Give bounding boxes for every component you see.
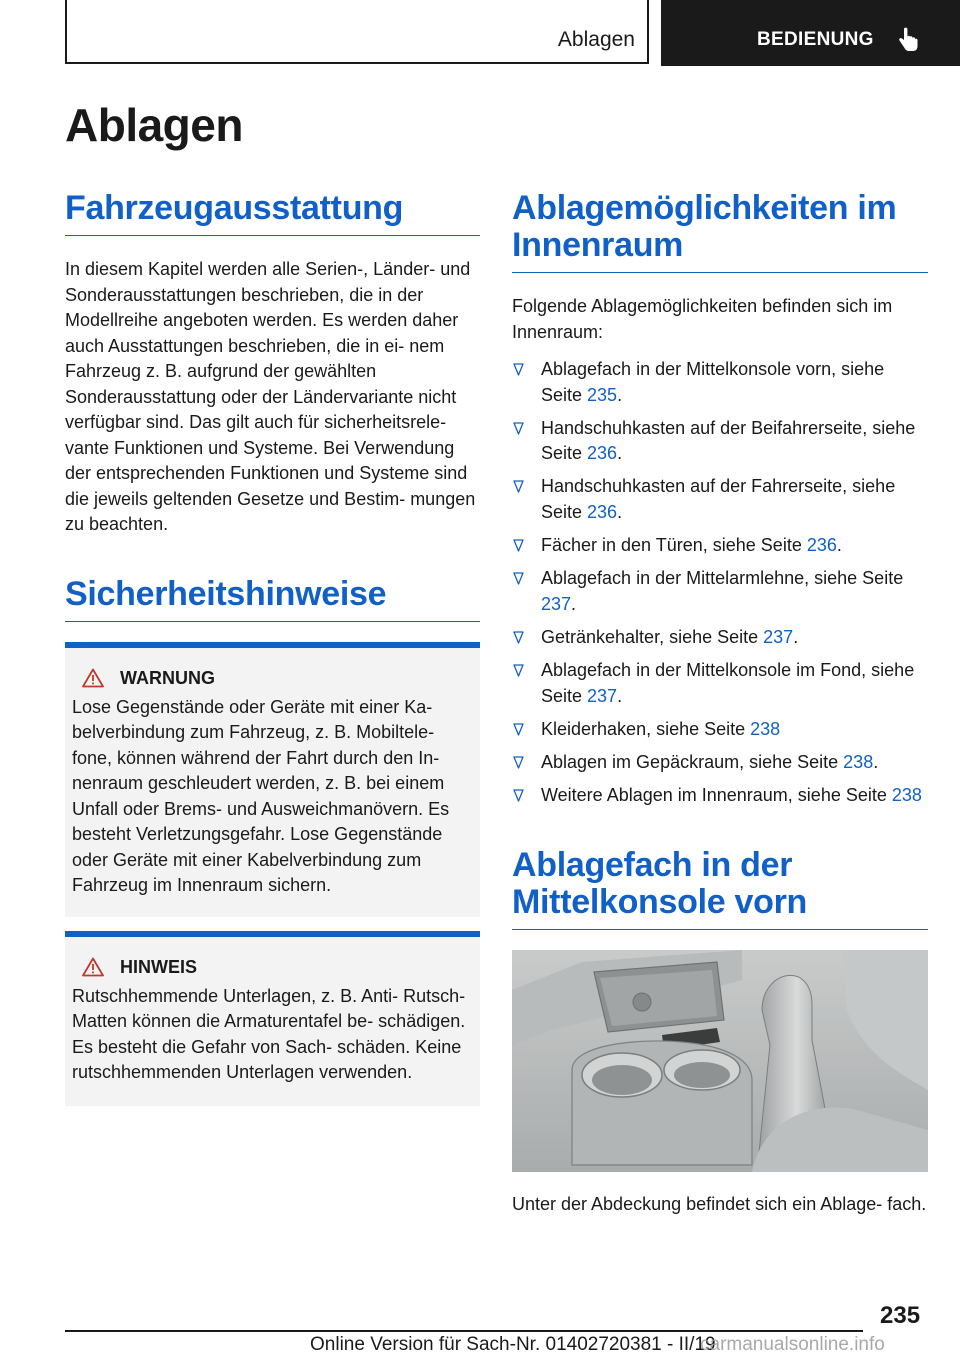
list-item-text: Handschuhkasten auf der Fahrerseite, siehe Seite <box>541 476 896 522</box>
header-section-box <box>65 0 649 64</box>
list-item-suffix: . <box>617 384 623 405</box>
list-item-text: Ablagen im Gepäckraum, siehe Seite <box>541 752 844 772</box>
intro-paragraph: In diesem Kapitel werden alle Serien-, Länder- und Sonderausstattungen beschrieben, die in der Modellreihe angeboten werden. Es werden daher auch Ausstattungen beschrieben, die in ei- nem Fahrzeug z. B. aufgrund der gewählten Sonderausstattung oder der Ländervariante nicht verfügbar sind. Das gilt auch für sicherheitsrele- vante Funktionen und Systeme. Bei Verwendung der entsprechenden Funktionen und Systeme sind die jeweils geltenden Gesetze und Bestim- mungen zu beachten. <box>65 259 476 534</box>
list-item <box>512 474 928 525</box>
header-section-label: Ablagen <box>557 28 635 51</box>
right-column <box>512 190 928 1217</box>
notice-header <box>72 957 472 978</box>
page-link[interactable]: 237 <box>763 626 794 647</box>
bullet-triangle-icon <box>513 723 524 736</box>
page-link[interactable]: 236 <box>806 535 837 556</box>
heading-ablagemoeglichkeiten: Ablagemöglichkeiten im Innenraum <box>512 190 928 273</box>
list-item-text: Getränkehalter, siehe Seite <box>541 626 764 647</box>
center-console-photo <box>512 950 928 1172</box>
list-item-text: Ablagefach in der Mittelkonsole vorn, siehe Seite <box>541 359 885 405</box>
notice-text: Rutschhemmende Unterlagen, z. B. Anti- Rutsch-Matten können die Armaturentafel be- schädigen. Es besteht die Gefahr von Sach- schäden. Keine rutschhemmenden Unterlagen verwenden. <box>72 985 466 1082</box>
list-item-suffix: . <box>617 443 623 464</box>
header-chapter-tab[interactable] <box>661 0 960 66</box>
warning-box <box>65 642 480 917</box>
warning-text: Lose Gegenstände oder Geräte mit einer Ka- belverbindung zum Fahrzeug, z. B. Mobiltele- fone, können während der Fahrt durch den In- nenraum geschleudert werden, z. B. bei einem Unfall oder Brems- und Ausweichmanövern. Es besteht Verletzungsgefahr. Lose Gegenstände oder Geräte mit einer Kabelverbindung zum Fahrzeug im Innenraum sichern. <box>72 696 450 895</box>
page-link[interactable]: 236 <box>587 501 618 522</box>
list-item-text: Ablagefach in der Mittelkonsole im Fond, siehe Seite <box>541 660 915 706</box>
list-item-text: Ablagefach in der Mittelarmlehne, siehe Seite <box>541 568 904 589</box>
page-link[interactable]: 235 <box>587 384 618 405</box>
list-item <box>512 357 928 408</box>
bullet-triangle-icon <box>513 756 524 769</box>
page-link[interactable]: 237 <box>541 593 572 614</box>
notice-box <box>65 931 480 1106</box>
list-item <box>512 783 928 809</box>
warning-triangle-icon <box>82 668 104 688</box>
bullet-triangle-icon <box>513 572 524 585</box>
list-item-text: Fächer in den Türen, siehe Seite <box>541 535 807 556</box>
notice-triangle-icon <box>82 957 104 977</box>
list-item-suffix: . <box>836 535 842 556</box>
header-chapter-label: BEDIENUNG <box>757 29 874 50</box>
bullet-triangle-icon <box>513 539 524 552</box>
bullet-triangle-icon <box>513 363 524 376</box>
page-link[interactable]: 236 <box>587 443 618 464</box>
list-item <box>512 717 928 743</box>
list-item-suffix: . <box>617 501 623 522</box>
list-item <box>512 750 928 776</box>
bullet-triangle-icon <box>513 422 524 435</box>
footer-divider <box>65 1330 863 1332</box>
list-item-text: Weitere Ablagen im Innenraum, siehe Seite <box>541 785 892 806</box>
page-link[interactable]: 237 <box>587 685 618 706</box>
list-item <box>512 416 928 467</box>
list-item-suffix: . <box>571 593 577 614</box>
storage-intro: Folgende Ablagemöglichkeiten befinden sich im Innenraum: <box>512 296 893 342</box>
page-link[interactable]: 238 <box>891 785 922 806</box>
page-link[interactable]: 238 <box>843 752 874 772</box>
bullet-triangle-icon <box>513 480 524 493</box>
heading-fahrzeugausstattung: Fahrzeugausstattung <box>65 190 480 236</box>
list-item <box>512 658 928 709</box>
list-item-suffix: . <box>873 752 879 772</box>
photo-caption: Unter der Abdeckung befindet sich ein Ablage- fach. <box>512 1193 927 1214</box>
list-item-text: Handschuhkasten auf der Beifahrerseite, siehe Seite <box>541 417 916 464</box>
page-number: 235 <box>880 1302 921 1329</box>
page-link[interactable]: 238 <box>750 718 781 739</box>
list-item-suffix: . <box>617 685 623 706</box>
notice-title: HINWEIS <box>120 956 198 977</box>
list-item-text: Kleiderhaken, siehe Seite <box>541 718 751 739</box>
bullet-triangle-icon <box>513 631 524 644</box>
list-item <box>512 566 928 617</box>
heading-sicherheitshinweise: Sicherheitshinweise <box>65 576 480 622</box>
bullet-triangle-icon <box>513 789 524 802</box>
online-version-note: Online Version für Sach-Nr. 01402720381 - II/19 <box>310 1334 716 1355</box>
list-item-suffix: . <box>793 626 799 647</box>
warning-header <box>72 668 472 689</box>
heading-ablagefach-mittelkonsole: Ablagefach in der Mittelkonsole vorn <box>512 847 928 930</box>
page-title: Ablagen <box>65 99 243 151</box>
watermark: carmanualsonline.info <box>700 1334 885 1355</box>
bullet-triangle-icon <box>513 664 524 677</box>
list-item <box>512 625 928 651</box>
pointing-hand-icon <box>897 27 919 53</box>
storage-list <box>512 357 928 809</box>
warning-title: WARNUNG <box>120 667 215 688</box>
left-column <box>65 190 480 1106</box>
list-item <box>512 533 928 559</box>
